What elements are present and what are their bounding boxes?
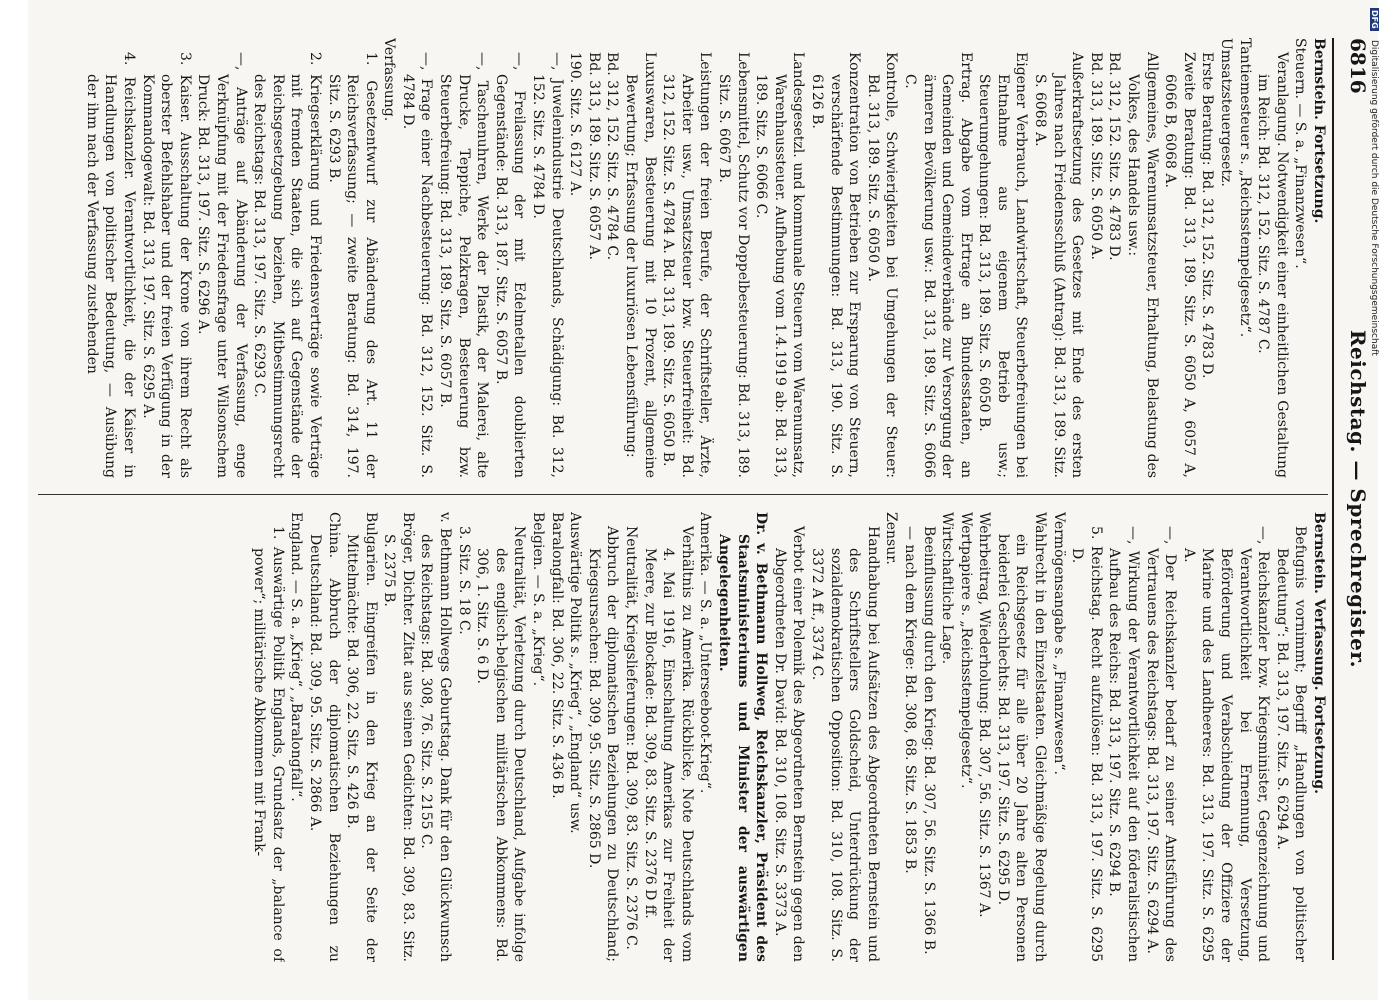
index-entry: Vermögensangabe s. „Finanzwesen“.	[1050, 512, 1067, 775]
index-entry: —, Taschenuhren, Werke der Plastik, der Malerei, alte Drucke, Teppiche, Pelzkragen, Besteuerung bzw. Steuerbefreiung: Bd. 313, 189. Sitz. S. 6057 B.	[437, 52, 491, 478]
index-entry: England. — S. a. „Krieg“, „Baralongfall“.	[288, 512, 305, 802]
index-entry: Bd. 313, 189. Sitz. S. 6057 A.	[585, 52, 602, 260]
dfg-logo: DFG	[1370, 10, 1379, 29]
index-entry: 190. Sitz. S. 6127 A.	[567, 52, 584, 197]
index-entry: —, Juwelenindustrie Deutschlands, Schädigung: Bd. 312, 152. Sitz. S. 4784 D.	[530, 52, 565, 478]
index-entry: Kontrolle, Schwierigkeiten bei Umgehungen der Steuer: Bd. 313, 189. Sitz. S. 6050 A.	[864, 52, 900, 478]
index-entry: 1. Auswärtige Politik Englands, Grundsatz der „balance of power“; militärische Abkommen mit Frank-	[251, 526, 286, 962]
index-entry: China. Abbruch der diplomatischen Beziehungen zu Deutschland: Bd. 309, 95. Sitz. S. 2866 A.	[306, 512, 342, 962]
header-rule	[1332, 38, 1334, 960]
index-entry: Eigener Verbrauch, Landwirtschaft, Steuerbefreiungen bei Entnahme aus eigenem Betrieb usw.; Steuerumgehungen: Bd. 313, 189. Sitz. S. 6050 B.	[976, 52, 1030, 478]
index-entry: Verhältnis zu Amerika. Rückblicke, Note Deutschlands vom 4. Mai 1916, Einschaltung Amerikas zur Freiheit der Meere, zur Blockade: Bd. 309, 83. Sitz. S. 2376 D ff.	[641, 526, 695, 962]
scanned-page	[28, 0, 1378, 1000]
digitization-credit	[1365, 8, 1379, 988]
index-entry: Ertrag. Abgabe vom Ertrage an Bundesstaaten, an Gemeinden und Gemeindeverbände zur Versorgung der ärmeren Bevölkerung usw.: Bd. 313, 189. Sitz. S. 6066 C.	[901, 52, 974, 478]
index-entry: — nach dem Kriege: Bd. 308, 68. Sitz. S. 1853 B.	[901, 526, 918, 874]
page-number: 6816	[1346, 38, 1370, 94]
index-entry: Luxuswaren, Besteuerung mit 10 Prozent, allgemeine Bewertung; Erfassung der luxuriösen Lebensführung:	[623, 52, 658, 478]
index-entry: —, Reichskanzler bzw. Kriegsminister, Gegenzeichnung und Verantwortlichkeit bei Ernennung, Versetzung, Beförderung und Verabschiedung der Offiziere der Marine und des Landheeres: Bd. 313, 197. Sitz. S. 6295 A.	[1180, 526, 1272, 962]
index-entry: Bd. 312, 152. Sitz. S. 4784 C.	[604, 52, 621, 261]
index-entry: —, Anträge auf Abänderung der Verfassung, enge Verknüpfung mit der Friedensfrage unter Wilsonschem Druck: Bd. 313, 197. Sitz. S. 6296 A.	[195, 52, 249, 478]
index-entry: 3. Sitz. S. 18 C.	[455, 526, 472, 635]
right-column	[36, 512, 1328, 962]
index-entry: Verbot einer Polemik des Abgeordneten Bernstein gegen den Abgeordneten Dr. David: Bd. 310, 108. Sitz. S. 3373 A.	[771, 526, 807, 962]
index-entry: Neutralität, Verletzung durch Deutschland, Aufgabe infolge des englisch-belgischen militärischen Abkommens: Bd. 306, 1. Sitz. S. 6 D.	[474, 526, 528, 962]
index-entry: Belgien. — S. a. „Krieg“.	[530, 512, 547, 687]
index-entry: Erste Beratung: Bd. 312, 152. Sitz. S. 4783 D.	[1199, 52, 1216, 379]
index-entry: 5. Reichstag. Recht aufzulösen: Bd. 313, 197. Sitz. S. 6295 D.	[1069, 526, 1104, 962]
index-entry: Wirtschaftliche Lage.	[939, 512, 956, 665]
index-entry: Tantiemesteuer s. „Reichsstempelgesetz“.	[1236, 38, 1253, 338]
index-entry: Dr. v. Bethmann Hollweg, Reichskanzler, Präsident des Staatsministeriums und Minister der auswärtigen Angelegenheiten.	[716, 512, 770, 962]
index-entry: Verfassung.	[381, 38, 398, 122]
index-entry: Zweite Beratung: Bd. 313, 189. Sitz. S. 6050 A, 6057 A, 6066 B, 6068 A.	[1162, 52, 1197, 478]
index-entry: Baralongfall: Bd. 306, 22. Sitz. S. 436 B.	[548, 512, 565, 799]
index-entry: Amerika. — S. a. „Unterseeboot-Krieg“.	[697, 512, 714, 794]
index-entry: 3. Kaiser. Ausschaltung der Krone von ihrem Recht als oberster Befehlshaber und der freien Verfügung in der Kommandogewalt: Bd. 313, 197. Sitz. S. 6295 A.	[139, 52, 193, 478]
index-entry: Bd. 312, 152. Sitz. S. 4783 D.	[1106, 52, 1123, 261]
index-entry: Bröger, Dichter. Zitat aus seinen Gedichten: Bd. 309, 83. Sitz. S. 2375 B.	[381, 512, 416, 962]
index-entry: Abbruch der diplomatischen Beziehungen zu Deutschland; Kriegsursachen: Bd. 309, 95. Sitz. S. 2865 D.	[585, 526, 621, 962]
index-entry: Bd. 313, 189. Sitz. S. 6050 A.	[1087, 52, 1104, 260]
index-entry: 1. Gesetzentwurf zur Abänderung des Art. 11 der Reichsverfassung; — zweite Beratung: Bd. 314, 197. Sitz. S. 6293 B.	[325, 52, 379, 478]
index-entry: Bernstein. Verfassung. Fortsetzung.	[1311, 512, 1327, 794]
index-entry: Allgemeines, Warenumsatzsteuer, Erhaltung, Belastung des Volkes, des Handels usw.:	[1125, 52, 1160, 478]
index-entry: —, Frage einer Nachbesteuerung: Bd. 312, 152. Sitz. S. 4784 D.	[399, 52, 435, 478]
index-entry: Veranlagung. Notwendigkeit einer einheitlichen Gestaltung im Reich: Bd. 312, 152. Sitz. S. 4787 C.	[1255, 52, 1290, 478]
index-entry: Befugnis vornimmt; Begriff „Handlungen von politischer Bedeutung“: Bd. 313, 197. Sitz. S. 6294 A.	[1273, 526, 1309, 962]
index-entry: Beeinflussung durch den Krieg: Bd. 307, 56. Sitz. S. 1366 B.	[920, 526, 937, 955]
index-entry: Lebensmittel, Schutz vor Doppelbesteuerung: Bd. 313, 189. Sitz. S. 6067 B.	[716, 52, 751, 478]
index-entry: —, Wirkung der Verantwortlichkeit auf den föderalistischen Aufbau des Reichs: Bd. 313, 197. Sitz. S. 6294 B.	[1106, 526, 1142, 962]
index-entry: Handhabung bei Aufsätzen des Abgeordneten Bernstein und des Schriftstellers Goldscheid, Unterdrückung der sozialdemokratischen Opposition: Bd. 310, 108. Sitz. S. 3372 A ff., 3374 C.	[808, 526, 881, 962]
index-entry: Landesgesetzl. und kommunale Steuern vom Warenumsatz, Warenhaussteuer. Aufhebung vom 1.4.1919 ab: Bd. 313, 189. Sitz. S. 6066 C.	[753, 52, 807, 478]
index-entry: Wehrbeitrag, Wiederholung: Bd. 307, 56. Sitz. S. 1367 A.	[976, 512, 993, 918]
index-entry: Steuern. — S. a. „Finanzwesen“.	[1292, 38, 1309, 269]
index-entry: 2. Kriegserklärung und Friedensverträge sowie Verträge mit fremden Staaten, die sich auf Gegenstände der Reichsgesetzgebung beziehen, Mitbestimmungsrecht des Reichstags: Bd. 313, 197. Sitz. S. 6293 C.	[251, 52, 323, 478]
running-head: Reichstag. — Sprechregister.	[1346, 329, 1370, 669]
index-entry: Bulgarien. Eingreifen in den Krieg an der Seite der Mittelmächte: Bd. 306, 22. Sitz. S. 426 B.	[344, 512, 379, 962]
index-entry: 4. Reichskanzler. Verantwortlichkeit, die der Kaiser in Handlungen von politischer Bedeutung, — Ausübung der ihm nach der Verfassung zustehenden	[83, 52, 137, 478]
index-entry: Leistungen der freien Berufe, der Schriftsteller, Ärzte, Arbeiter usw., Umsatzsteuer bzw. Steuerfreiheit: Bd. 312, 152. Sitz. S. 4784 A. Bd. 313, 189. Sitz. S. 6050 B.	[660, 52, 714, 478]
index-entry: Bernstein. Fortsetzung.	[1311, 38, 1327, 224]
index-entry: Wahlrecht in den Einzelstaaten. Gleichmäßige Regelung durch ein Reichsgesetz für alle über 20 Jahre alten Personen beiderlei Geschlechts: Bd. 313, 197. Sitz. S. 6295 D.	[994, 512, 1049, 962]
index-entry: Konzentration von Betrieben zur Ersparung von Steuern, verschärfende Bestimmungen: Bd. 313, 190. Sitz. S. 6126 B.	[808, 52, 863, 478]
index-entry: —, Der Reichskanzler bedarf zu seiner Amtsführung des Vertrauens des Reichstags: Bd. 313, 197. Sitz. S. 6294 A.	[1143, 526, 1179, 962]
credit-text: Digitalisierung gefördert durch die Deutsche Forschungsgemeinschaft	[1369, 39, 1379, 356]
index-entry: —, Freilassung der mit Edelmetallen doublierten Gegenstände: Bd. 313, 187. Sitz. S. 6057 B.	[492, 52, 528, 478]
column-divider	[38, 494, 1328, 495]
index-entry: Außerkraftsetzung des Gesetzes mit Ende des ersten Jahres nach Friedensschluß (Antrag): Bd. 313, 189. Sitz. S. 6068 A.	[1032, 52, 1086, 478]
index-entry: Umsatzsteuergesetz.	[1218, 38, 1235, 187]
index-entry: Auswärtige Politik s. „Krieg“, „England“ usw.	[567, 512, 584, 834]
left-column	[36, 38, 1328, 478]
index-entry: Wertpapiere s. „Reichsstempelgesetz“.	[957, 512, 974, 789]
index-entry: v. Bethmann Hollwegs Geburtstag. Dank für den Glückwunsch des Reichstags: Bd. 308, 76. Sitz. S. 2155 C.	[418, 512, 454, 962]
index-entry: Zensur.	[883, 512, 900, 565]
index-entry: Neutralität, Kriegslieferungen: Bd. 309, 83. Sitz. S. 2376 C.	[623, 526, 640, 950]
